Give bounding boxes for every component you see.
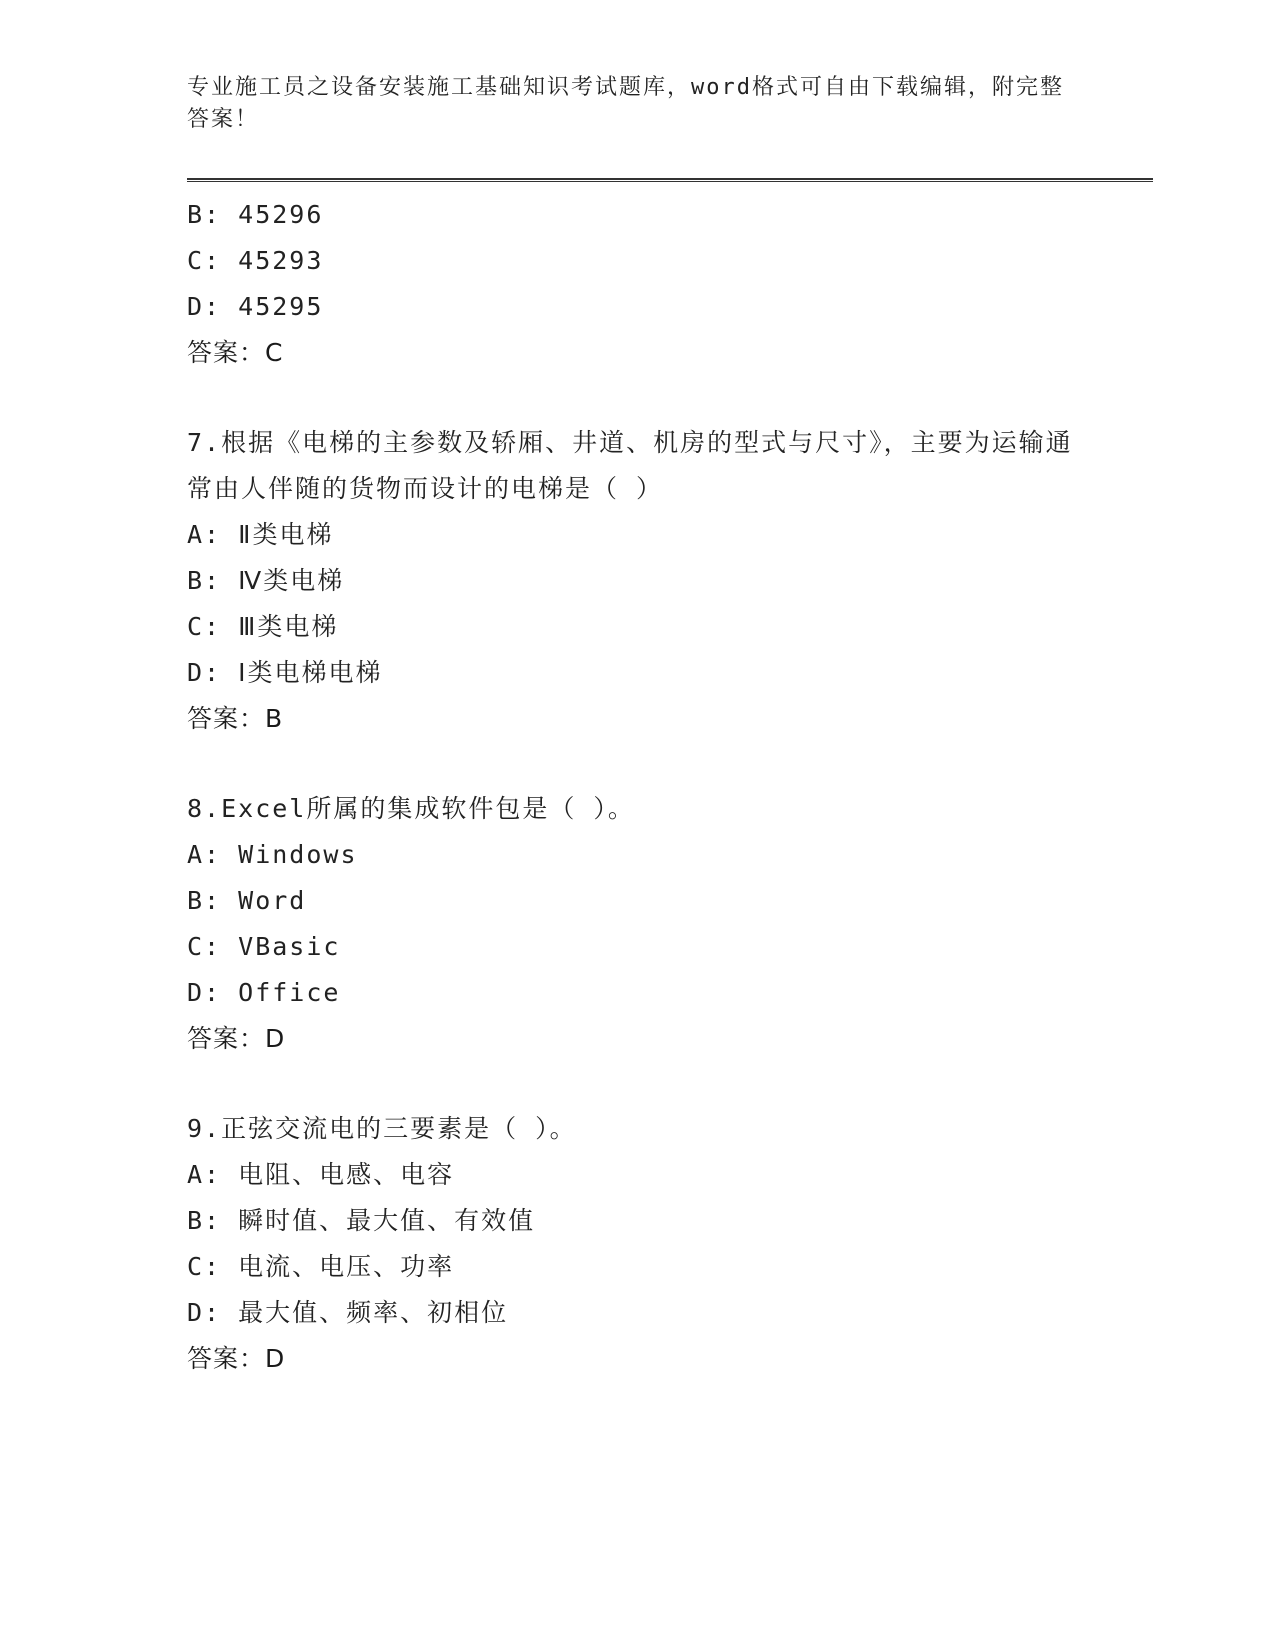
page-header-title: 专业施工员之设备安装施工基础知识考试题库，word格式可自由下载编辑，附完整答案！: [187, 75, 1064, 132]
option-c: C: 电流、电压、功率: [187, 1252, 455, 1281]
question-block-7: [187, 420, 1087, 742]
option-d: D: 最大值、频率、初相位: [187, 1298, 509, 1327]
question-title: 8.Excel所属的集成软件包是（ ）。: [187, 794, 635, 823]
header-divider: [187, 178, 1153, 182]
option-d: D: 45295: [187, 292, 324, 321]
answer-line: 答案：B: [187, 704, 284, 733]
question-list: [187, 192, 1087, 1382]
option-c: C: 45293: [187, 246, 324, 275]
spacer: [187, 742, 1087, 786]
option-b: B: 瞬时值、最大值、有效值: [187, 1206, 536, 1235]
option-c: C: VBasic: [187, 932, 341, 961]
option-b: B: Word: [187, 886, 307, 915]
option-a: A: Windows: [187, 840, 358, 869]
spacer: [187, 376, 1087, 420]
spacer: [187, 1062, 1087, 1106]
question-block-9: [187, 1106, 1087, 1382]
option-a: A: Ⅱ类电梯: [187, 520, 334, 549]
option-d: D: Ⅰ类电梯电梯: [187, 658, 383, 687]
answer-line: 答案：D: [187, 1024, 286, 1053]
answer-line: 答案：D: [187, 1344, 286, 1373]
question-block-8: [187, 786, 1087, 1062]
option-d: D: Office: [187, 978, 341, 1007]
question-title: 7.根据《电梯的主参数及轿厢、井道、机房的型式与尺寸》，主要为运输通常由人伴随的货物而设计的电梯是（ ）: [187, 428, 1073, 503]
question-title: 9.正弦交流电的三要素是（ ）。: [187, 1114, 577, 1143]
answer-line: 答案：C: [187, 338, 284, 367]
option-b: B: 45296: [187, 200, 324, 229]
option-c: C: Ⅲ类电梯: [187, 612, 339, 641]
question-block-partial: [187, 192, 1087, 376]
option-b: B: Ⅳ类电梯: [187, 566, 345, 595]
option-a: A: 电阻、电感、电容: [187, 1160, 455, 1189]
